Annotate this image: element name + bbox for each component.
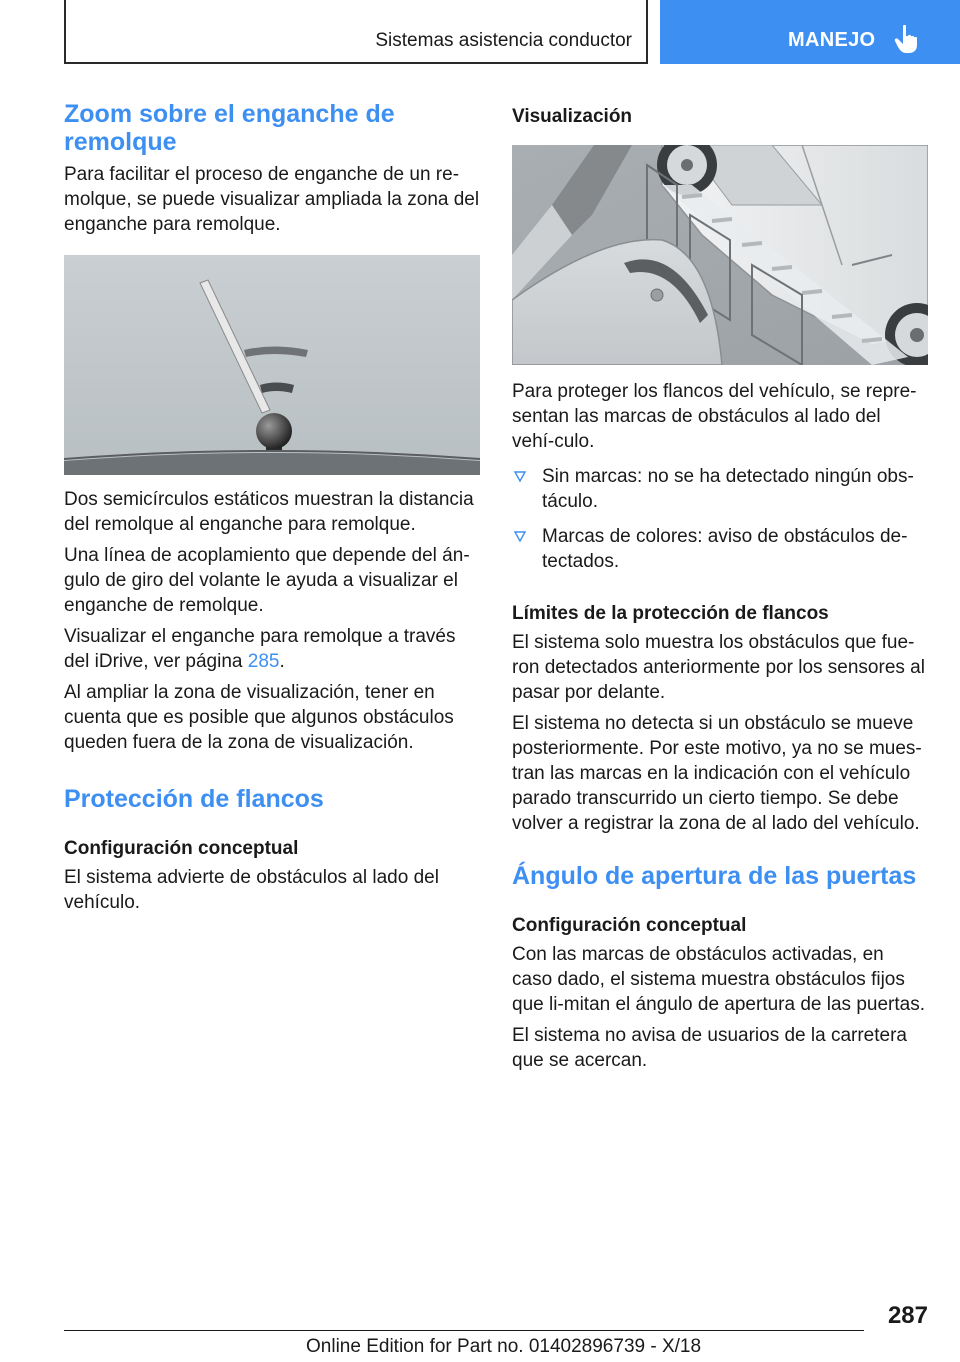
zoom-p4-period: .: [279, 651, 285, 672]
door-paragraph-2: El sistema no avisa de usuarios de la carretera que se acercan.: [512, 1025, 907, 1071]
limits-paragraph-2: El sistema no detecta si un obstáculo se mueve posteriormente. Por este motivo, ya no se mues-tran las marcas en la indicación con el vehículo parado transcurrido un cierto tiempo. Se debe volver a registrar la zona de al lado del vehículo.: [512, 713, 922, 834]
list-item: [512, 524, 928, 574]
list-item: [512, 464, 928, 514]
zoom-paragraph-2: Dos semicírculos estáticos muestran la distancia del remolque al enganche para remolque.: [64, 489, 474, 535]
door-paragraph-1: Con las marcas de obstáculos activadas, en caso dado, el sistema muestra obstáculos fijos que li-mitan el ángulo de apertura de las puertas.: [512, 944, 925, 1015]
section-title: Sistemas asistencia conductor: [375, 30, 632, 51]
zoom-paragraph-1: Para facilitar el proceso de enganche de un re-molque, se puede visualizar ampliada la zona del enganche para remolque.: [64, 164, 480, 235]
display-paragraph: Para proteger los flancos del vehículo, se repre-sentan las marcas de obstáculos al lado del vehí-culo.: [512, 381, 917, 452]
right-column: [512, 100, 928, 1073]
chapter-tab-label: MANEJO: [788, 29, 876, 51]
left-column: [64, 100, 482, 915]
page-number: 287: [887, 1302, 928, 1329]
concept-heading: Configuración conceptual: [64, 838, 299, 859]
display-heading: Visualización: [512, 106, 633, 127]
zoom-heading: [64, 100, 482, 156]
zoom-paragraph-3: Una línea de acoplamiento que depende del án-gulo de giro del volante le ayuda a visualizar el enganche de remolque.: [64, 545, 470, 616]
triangle-bullet-icon: [514, 531, 526, 543]
marks-list: [512, 464, 928, 574]
hitch-zoom-illustration: [64, 255, 480, 475]
hand-pointer-icon: [894, 24, 920, 54]
bullet-text-no-marks: Sin marcas: no se ha detectado ningún obs-táculo.: [542, 466, 914, 512]
zoom-paragraph-5: Al ampliar la zona de visualización, tener en cuenta que es posible que algunos obstáculos queden fuera de la zona de visualización.: [64, 682, 454, 753]
door-angle-heading: Ángulo de apertura de las puertas: [512, 862, 917, 890]
bullet-text-colored-marks: Marcas de colores: aviso de obstáculos de-tectados.: [542, 526, 908, 572]
limits-heading: Límites de la protección de flancos: [512, 603, 829, 624]
zoom-heading-line1: Zoom sobre el enganche de: [64, 100, 395, 128]
flank-protection-illustration: [512, 145, 928, 365]
footer-divider: [64, 1330, 864, 1331]
zoom-heading-line2: remolque: [64, 128, 177, 156]
concept-paragraph: El sistema advierte de obstáculos al lado del vehículo.: [64, 867, 439, 913]
edition-text: Online Edition for Part no. 01402896739 - X/18: [306, 1336, 702, 1357]
header-section-box: [64, 0, 648, 64]
limits-paragraph-1: El sistema solo muestra los obstáculos que fue-ron detectados anteriormente por los sensores al pasar por delante.: [512, 632, 925, 703]
door-concept-heading: Configuración conceptual: [512, 915, 747, 936]
zoom-p4-text: Visualizar el enganche para remolque a través del iDrive, ver página: [64, 626, 456, 672]
zoom-paragraph-4: [64, 624, 482, 674]
triangle-bullet-icon: [514, 471, 526, 483]
page-link-285[interactable]: 285: [247, 651, 280, 672]
flank-protection-heading: Protección de flancos: [64, 785, 324, 813]
chapter-tab[interactable]: [660, 0, 960, 64]
